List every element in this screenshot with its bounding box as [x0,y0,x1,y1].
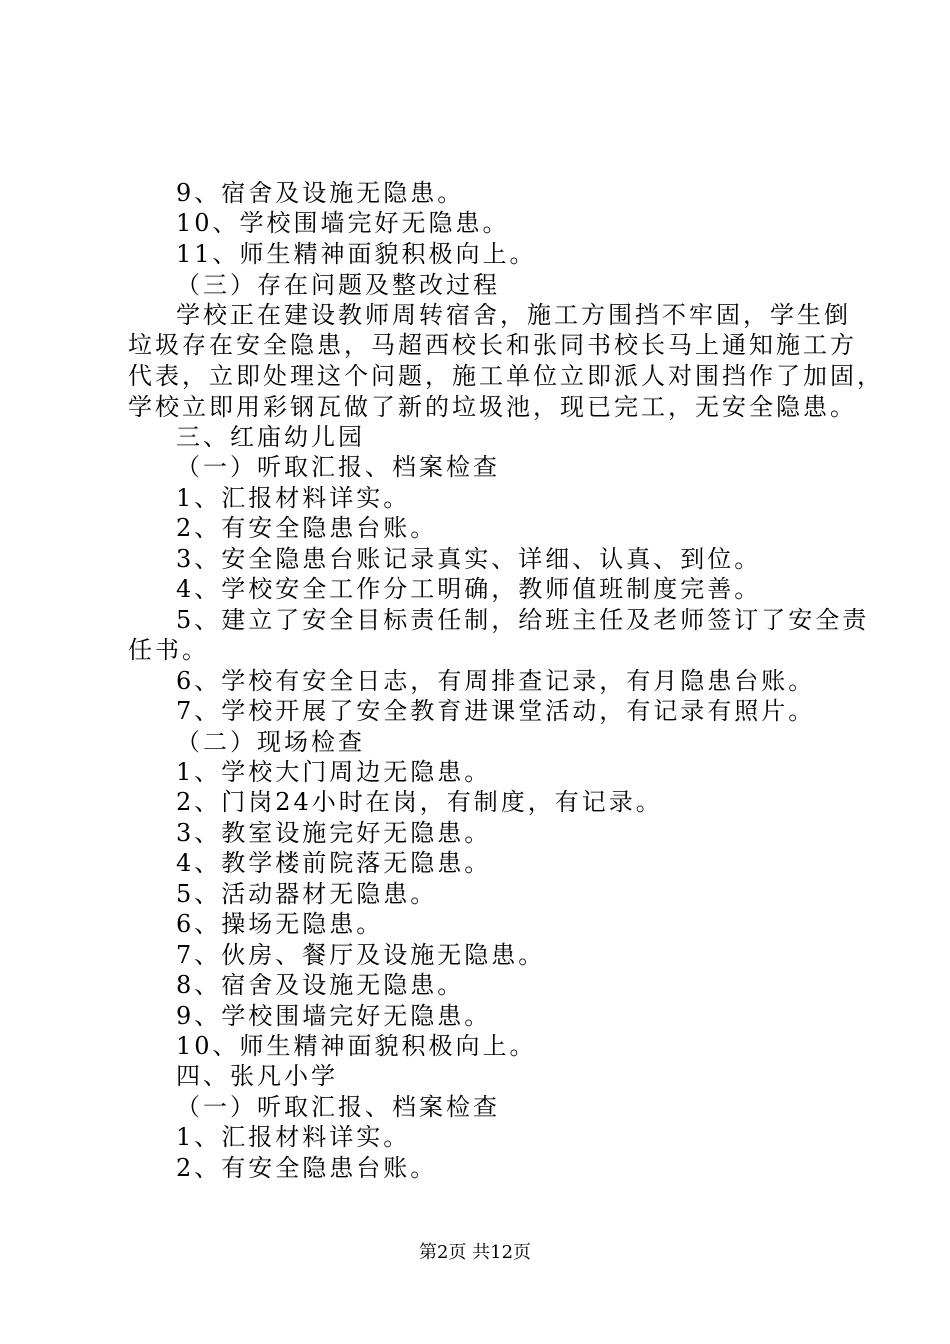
text-line: 10、学校围墙完好无隐患。 [176,209,510,237]
text-line: 3、安全隐患台账记录真实、详细、认真、到位。 [176,545,762,573]
page-number-footer: 第2页 共12页 [418,1242,532,1263]
text-line: 9、宿舍及设施无隐患。 [176,179,465,207]
text-line: 2、门岗24小时在岗，有制度，有记录。 [176,788,663,816]
text-line: 8、宿舍及设施无隐患。 [176,971,465,999]
section-heading: 四、张凡小学 [176,1062,338,1090]
text-line: 10、师生精神面貌积极向上。 [176,1032,537,1060]
text-line: 3、教室设施完好无隐患。 [176,819,492,847]
section-heading: （一）听取汇报、档案检查 [176,1093,500,1121]
text-line: 11、师生精神面貌积极向上。 [176,240,537,268]
text-line: 1、汇报材料详实。 [176,484,411,512]
section-heading: （二）现场检查 [176,728,365,756]
text-line: 2、有安全隐患台账。 [176,514,438,542]
text-line: 4、教学楼前院落无隐患。 [176,849,492,877]
paragraph-line: 学校立即用彩钢瓦做了新的垃圾池，现已完工，无安全隐患。 [128,393,857,421]
text-line: 5、活动器材无隐患。 [176,880,438,908]
section-heading: （一）听取汇报、档案检查 [176,453,500,481]
paragraph-line: 代表，立即处理这个问题，施工单位立即派人对围挡作了加固， [128,362,884,390]
text-line: 9、学校围墙完好无隐患。 [176,1002,492,1030]
text-line: 2、有安全隐患台账。 [176,1154,438,1182]
section-heading: 三、红庙幼儿园 [176,423,365,451]
paragraph-line: 垃圾存在安全隐患，马超西校长和张同书校长马上通知施工方 [128,331,857,359]
text-line: 6、操场无隐患。 [176,910,384,938]
text-line: 1、汇报材料详实。 [176,1123,411,1151]
paragraph-line: 学校正在建设教师周转宿舍，施工方围挡不牢固，学生倒 [176,301,851,329]
text-line: 4、学校安全工作分工明确，教师值班制度完善。 [176,575,762,603]
text-line: 6、学校有安全日志，有周排查记录，有月隐患台账。 [176,667,816,695]
text-line: 7、学校开展了安全教育进课堂活动，有记录有照片。 [176,697,816,725]
text-line: 任书。 [128,636,209,664]
text-line: 1、学校大门周边无隐患。 [176,758,492,786]
section-heading: （三）存在问题及整改过程 [176,271,500,299]
text-line: 5、建立了安全目标责任制，给班主任及老师签订了安全责 [176,606,870,634]
text-line: 7、伙房、餐厅及设施无隐患。 [176,941,546,969]
